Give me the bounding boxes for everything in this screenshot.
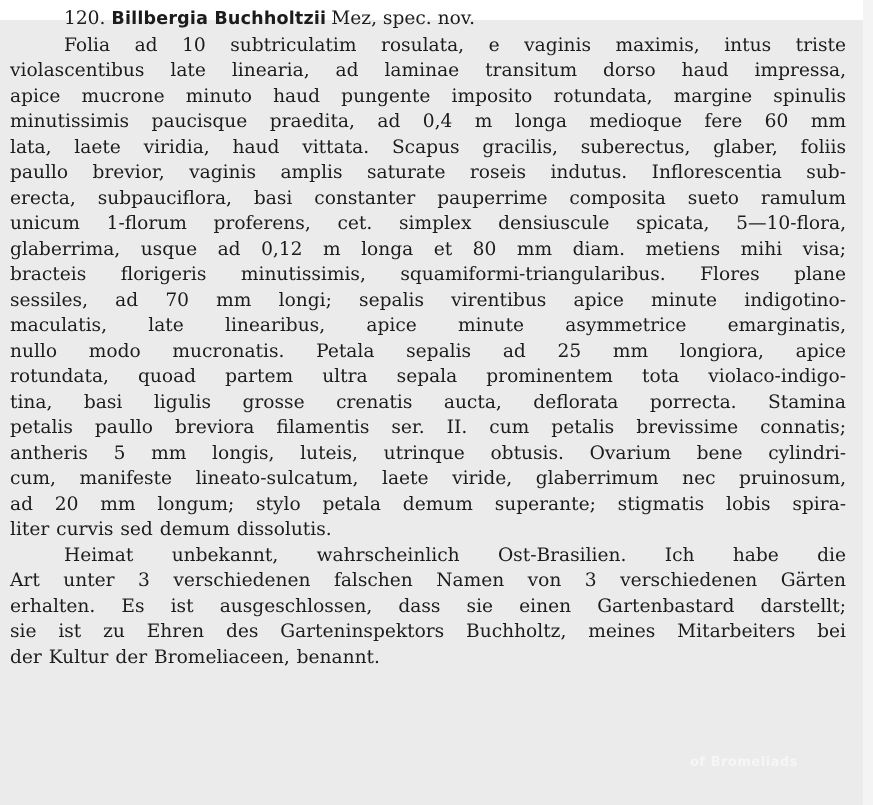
text-line: lata, laete viridia, haud vittata. Scapus gracilis, suberectus, glaber, foliis	[10, 136, 846, 158]
text-line: erecta, subpauciflora, basi constanter pauperrime composita sueto ramulum	[10, 187, 846, 209]
text-line: violascentibus late linearia, ad laminae transitum dorso haud impressa,	[10, 60, 846, 81]
watermark: of Bromeliads	[690, 755, 798, 770]
text-line: petalis paullo breviora filamentis ser. II. cum petalis brevissime connatis;	[10, 417, 846, 438]
latin-description	[10, 33, 846, 543]
species-description	[10, 6, 846, 670]
text-line: antheris 5 mm longis, luteis, utrinque obtusis. Ovarium bene cylindri-	[10, 442, 846, 464]
text-line: cum, manifeste lineato-sulcatum, laete viride, glaberrimum nec pruinosum,	[10, 468, 846, 489]
text-line: Art unter 3 verschiedenen falschen Namen von 3 verschiedenen Gärten	[10, 570, 846, 591]
text-line: Heimat unbekannt, wahrscheinlich Ost-Brasilien. Ich habe die	[64, 544, 846, 566]
text-line: sessiles, ad 70 mm longi; sepalis virentibus apice minute indigotino-	[10, 289, 846, 311]
text-line: apice mucrone minuto haud pungente imposito rotundata, margine spinulis	[10, 85, 846, 107]
text-line: minutissimis paucisque praedita, ad 0,4 m longa medioque fere 60 mm	[10, 111, 846, 132]
text-line: erhalten. Es ist ausgeschlossen, dass sie einen Gartenbastard darstellt;	[10, 595, 846, 617]
text-line: bracteis florigeris minutissimis, squamiformi-triangularibus. Flores plane	[10, 264, 846, 285]
right-margin	[863, 0, 873, 805]
text-line: ad 20 mm longum; stylo petala demum superante; stigmatis lobis spira-	[10, 493, 846, 515]
species-name: Billbergia Buchholtzii	[111, 9, 327, 29]
text-line: sie ist zu Ehren des Garteninspektors Buchholtz, meines Mitarbeiters bei	[10, 621, 846, 642]
text-line: der Kultur der Bromeliaceen, benannt.	[10, 646, 380, 668]
text-line: tina, basi ligulis grosse crenatis aucta, deflorata porrecta. Stamina	[10, 391, 846, 413]
text-line: paullo brevior, vaginis amplis saturate roseis indutus. Inflorescentia sub-	[10, 162, 846, 183]
text-line: maculatis, late linearibus, apice minute asymmetrice emarginatis,	[10, 315, 846, 336]
text-line: nullo modo mucronatis. Petala sepalis ad 25 mm longiora, apice	[10, 340, 846, 362]
species-author: Mez, spec. nov.	[331, 8, 475, 29]
german-note	[10, 543, 846, 671]
text-line: rotundata, quoad partem ultra sepala prominentem tota violaco-indigo-	[10, 366, 846, 387]
text-line: Folia ad 10 subtriculatim rosulata, e vaginis maximis, intus triste	[64, 34, 846, 56]
text-line: glaberrima, usque ad 0,12 m longa et 80 mm diam. metiens mihi visa;	[10, 238, 846, 260]
species-heading	[10, 6, 846, 33]
text-line: liter curvis sed demum dissolutis.	[10, 519, 332, 540]
species-number: 120.	[64, 8, 106, 29]
text-line: unicum 1-florum proferens, cet. simplex densiuscule spicata, 5—10-flora,	[10, 213, 846, 234]
